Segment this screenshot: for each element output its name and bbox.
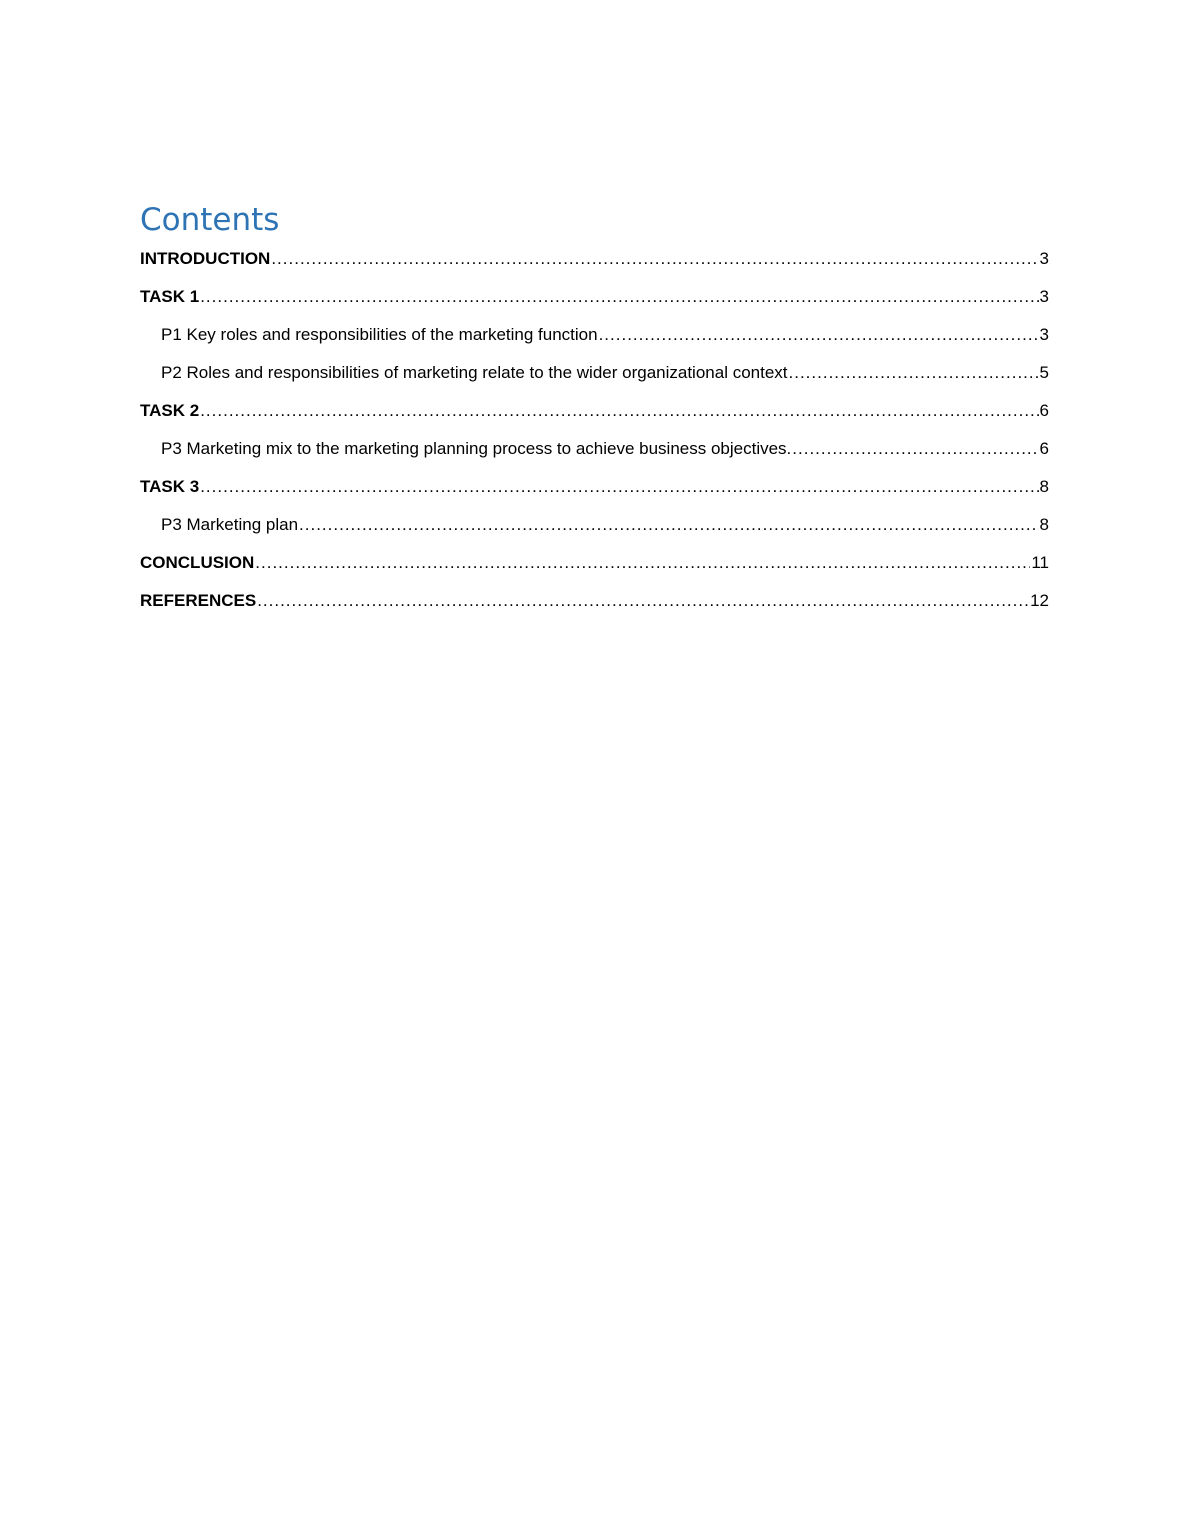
toc-entry-text: P3 Marketing plan: [161, 515, 299, 534]
toc-entry-introduction[interactable]: [140, 240, 1049, 278]
toc-dot-leader: [789, 354, 1039, 392]
table-of-contents: [140, 200, 1049, 620]
toc-entry-p2-roles[interactable]: [140, 354, 1049, 392]
toc-entry-text: P2 Roles and responsibilities of marketing relate to the wider organizational context: [161, 363, 788, 382]
toc-entry-references[interactable]: [140, 582, 1049, 620]
toc-title: Contents: [140, 202, 280, 238]
toc-entry-text: CONCLUSION: [140, 553, 255, 572]
toc-entry-text: P1 Key roles and responsibilities of the marketing function: [161, 325, 598, 344]
toc-page-number: 11: [1031, 553, 1049, 572]
toc-page-number: 5: [1039, 363, 1049, 382]
toc-entry-p3-marketing-plan[interactable]: [140, 506, 1049, 544]
toc-dot-leader: [792, 430, 1038, 468]
toc-dot-leader: [599, 316, 1039, 354]
toc-entry-task-2[interactable]: [140, 392, 1049, 430]
toc-entry-text: INTRODUCTION: [140, 249, 271, 268]
toc-page-number: 8: [1039, 515, 1049, 534]
toc-entry-text: REFERENCES: [140, 591, 257, 610]
toc-dot-leader: [257, 582, 1029, 620]
toc-dot-leader: [299, 506, 1039, 544]
toc-entry-text: P3 Marketing mix to the marketing planning process to achieve business objectives.: [161, 439, 792, 458]
toc-page-number: 12: [1030, 591, 1049, 610]
toc-list: [140, 240, 1049, 620]
toc-entry-p3-marketing-mix[interactable]: [140, 430, 1049, 468]
toc-page-number: 3: [1039, 287, 1049, 306]
toc-entry-text: TASK 1: [140, 287, 200, 306]
toc-dot-leader: [200, 468, 1038, 506]
toc-dot-leader: [200, 392, 1038, 430]
toc-dot-leader: [271, 240, 1038, 278]
toc-dot-leader: [200, 278, 1038, 316]
toc-entry-task-1[interactable]: [140, 278, 1049, 316]
toc-page-number: 6: [1039, 439, 1049, 458]
toc-entry-text: TASK 3: [140, 477, 200, 496]
toc-page-number: 6: [1039, 401, 1049, 420]
toc-page-number: 3: [1039, 325, 1049, 344]
toc-entry-text: TASK 2: [140, 401, 200, 420]
toc-entry-task-3[interactable]: [140, 468, 1049, 506]
toc-entry-p1-key-roles[interactable]: [140, 316, 1049, 354]
toc-page-number: 8: [1039, 477, 1049, 496]
toc-page-number: 3: [1039, 249, 1049, 268]
toc-dot-leader: [255, 544, 1030, 582]
toc-entry-conclusion[interactable]: [140, 544, 1049, 582]
